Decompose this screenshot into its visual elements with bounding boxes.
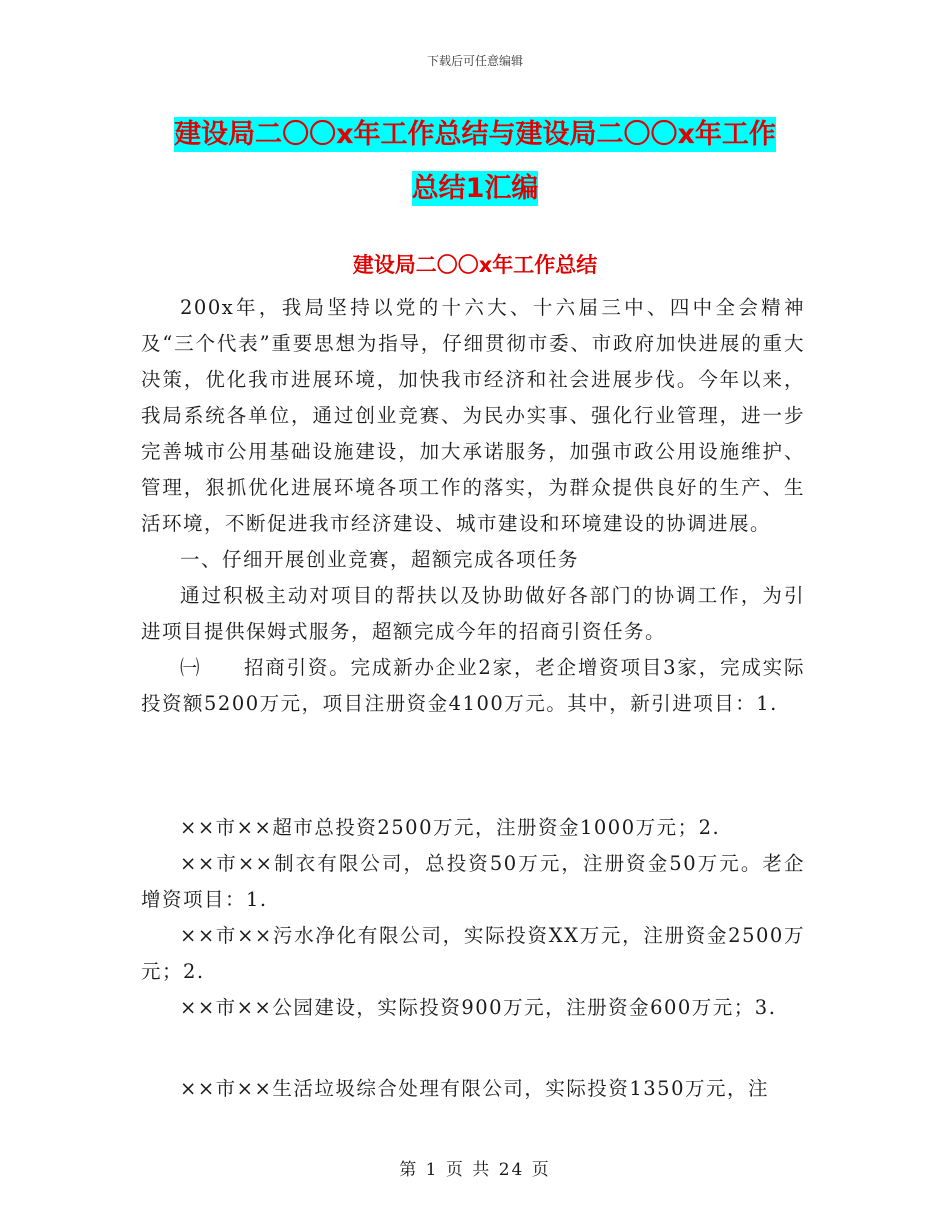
body-text-tail (141, 1071, 805, 1107)
paragraph-recruitment: ㈠ 招商引资。完成新办企业2家，老企增资项目3家，完成实际投资额5200万元，项目注册资金4100万元。其中，新引进项目：1. (141, 656, 805, 715)
body-text-continued (141, 810, 805, 1026)
document-title (140, 108, 810, 216)
header-note: 下载后可任意编辑 (426, 54, 523, 68)
paragraph-item-sewage: ××市××污水净化有限公司，实际投资XX万元，注册资金2500万元；2. (141, 924, 805, 983)
paragraph-item-waste: ××市××生活垃圾综合处理有限公司，实际投资1350万元，注 (180, 1077, 769, 1100)
paragraph-investment: 通过积极主动对项目的帮扶以及协助做好各部门的协调工作，为引进项目提供保姆式服务，超额完成今年的招商引资任务。 (141, 584, 805, 643)
paragraph-heading-1: 一、仔细开展创业竞赛，超额完成各项任务 (180, 548, 580, 571)
paragraph-item-supermarket: ××市××超市总投资2500万元，注册资金1000万元；2. (180, 816, 721, 839)
section-title: 建设局二〇〇x年工作总结 (352, 253, 598, 277)
page-footer: 第 1 页 共 24 页 (399, 1160, 551, 1180)
body-text (141, 290, 805, 722)
paragraph-item-park: ××市××公园建设，实际投资900万元，注册资金600万元；3. (180, 996, 777, 1019)
document-title-line2: 总结1汇编 (411, 173, 539, 204)
paragraph-intro: 200x年，我局坚持以党的十六大、十六届三中、四中全会精神及“三个代表”重要思想为指导，仔细贯彻市委、市政府加快进展的重大决策，优化我市进展环境，加快我市经济和社会进展步伐。今年以来，我局系统各单位，通过创业竞赛、为民办实事、强化行业管理，进一步完善城市公用基础设施建设，加大承诺服务，加强市政公用设施维护、管理，狠抓优化进展环境各项工作的落实，为群众提供良好的生产、生活环境，不断促进我市经济建设、城市建设和环境建设的协调进展。 (141, 296, 805, 535)
document-title-line1: 建设局二〇〇x年工作总结与建设局二〇〇x年工作 (174, 119, 776, 150)
paragraph-item-garment: ××市××制衣有限公司，总投资50万元，注册资金50万元。老企增资项目：1. (141, 852, 805, 911)
